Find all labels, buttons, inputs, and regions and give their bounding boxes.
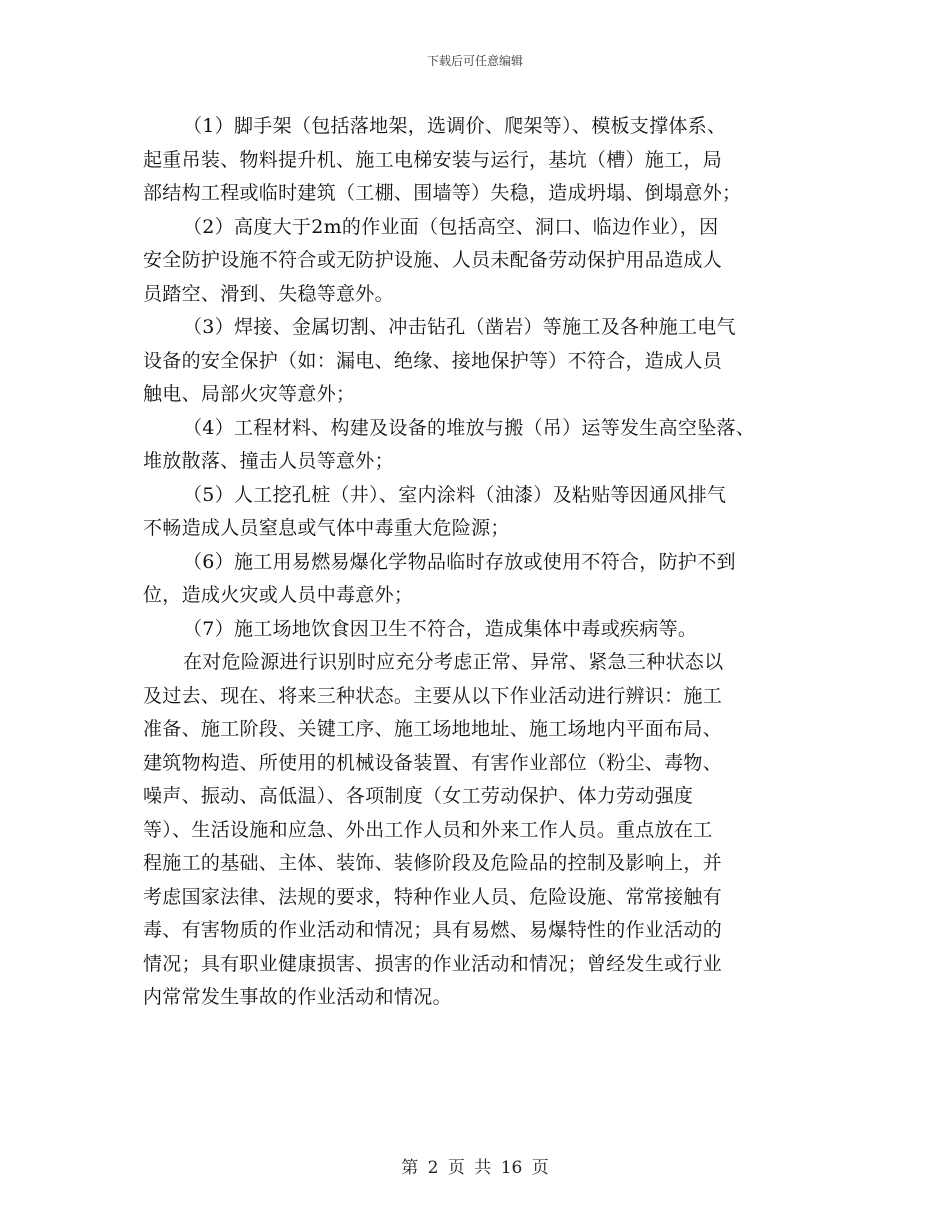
text-line: 情况；具有职业健康损害、损害的作业活动和情况；曾经发生或行业 bbox=[143, 952, 723, 975]
text-line: 不畅造成人员窒息或气体中毒重大危险源； bbox=[143, 517, 510, 539]
text-line: 等）、生活设施和应急、外出工作人员和外来工作人员。重点放在工 bbox=[143, 818, 713, 841]
text-line: 在对危险源进行识别时应充分考虑正常、异常、紧急三种状态以 bbox=[183, 651, 724, 673]
text-line: （6）施工用易燃易爆化学物品临时存放或使用不符合，防护不到 bbox=[183, 550, 736, 573]
text-line: （1）脚手架（包括落地架，选调价、爬架等）、模板支撑体系、 bbox=[183, 115, 727, 137]
text-line: 及过去、现在、将来三种状态。主要从以下作业活动进行辨识：施工 bbox=[143, 684, 723, 707]
text-line: 员踏空、滑到、失稳等意外。 bbox=[143, 282, 394, 305]
text-line: 堆放散落、撞击人员等意外； bbox=[143, 450, 394, 472]
text-line: 程施工的基础、主体、装饰、装修阶段及危险品的控制及影响上，并 bbox=[143, 852, 723, 874]
text-line: 触电、局部火灾等意外； bbox=[143, 383, 356, 405]
text-line: 建筑物构造、所使用的机械设备装置、有害作业部位（粉尘、毒物、 bbox=[143, 751, 723, 774]
text-line: 位，造成火灾或人员中毒意外； bbox=[143, 584, 414, 606]
text-line: （5）人工挖孔桩（井）、室内涂料（油漆）及粘贴等因通风排气 bbox=[183, 483, 727, 506]
text-line: 噪声、振动、高低温）、各项制度（女工劳动保护、体力劳动强度 bbox=[143, 785, 694, 807]
document-body bbox=[143, 110, 823, 1015]
text-line: 准备、施工阶段、关键工序、施工场地地址、施工场地内平面布局、 bbox=[143, 718, 723, 740]
text-line: 毒、有害物质的作业活动和情况；具有易燃、易爆特性的作业活动的 bbox=[143, 919, 723, 941]
text-line: 设备的安全保护（如：漏电、绝缘、接地保护等）不符合，造成人员 bbox=[143, 349, 723, 372]
text-line: 安全防护设施不符合或无防护设施、人员未配备劳动保护用品造成人 bbox=[143, 249, 723, 271]
text-line: 内常常发生事故的作业活动和情况。 bbox=[143, 986, 452, 1008]
text-line: 考虑国家法律、法规的要求，特种作业人员、危险设施、常常接触有 bbox=[143, 885, 723, 908]
text-line: （4）工程材料、构建及设备的堆放与搬（吊）运等发生高空坠落、 bbox=[183, 416, 756, 439]
text-line: （7）施工场地饮食因卫生不符合，造成集体中毒或疾病等。 bbox=[183, 617, 698, 640]
page-footer: 第 2 页 共 16 页 bbox=[401, 1158, 549, 1178]
text-line: （2）高度大于2m的作业面（包括高空、洞口、临边作业），因 bbox=[183, 215, 719, 238]
text-line: 起重吊装、物料提升机、施工电梯安装与运行，基坑（槽）施工，局 bbox=[143, 148, 723, 171]
page-header: 下载后可任意编辑 bbox=[426, 54, 523, 68]
text-line: （3）焊接、金属切割、冲击钻孔（凿岩）等施工及各种施工电气 bbox=[183, 316, 736, 338]
text-line: 部结构工程或临时建筑（工棚、围墙等）失稳，造成坍塌、倒塌意外； bbox=[143, 182, 742, 204]
